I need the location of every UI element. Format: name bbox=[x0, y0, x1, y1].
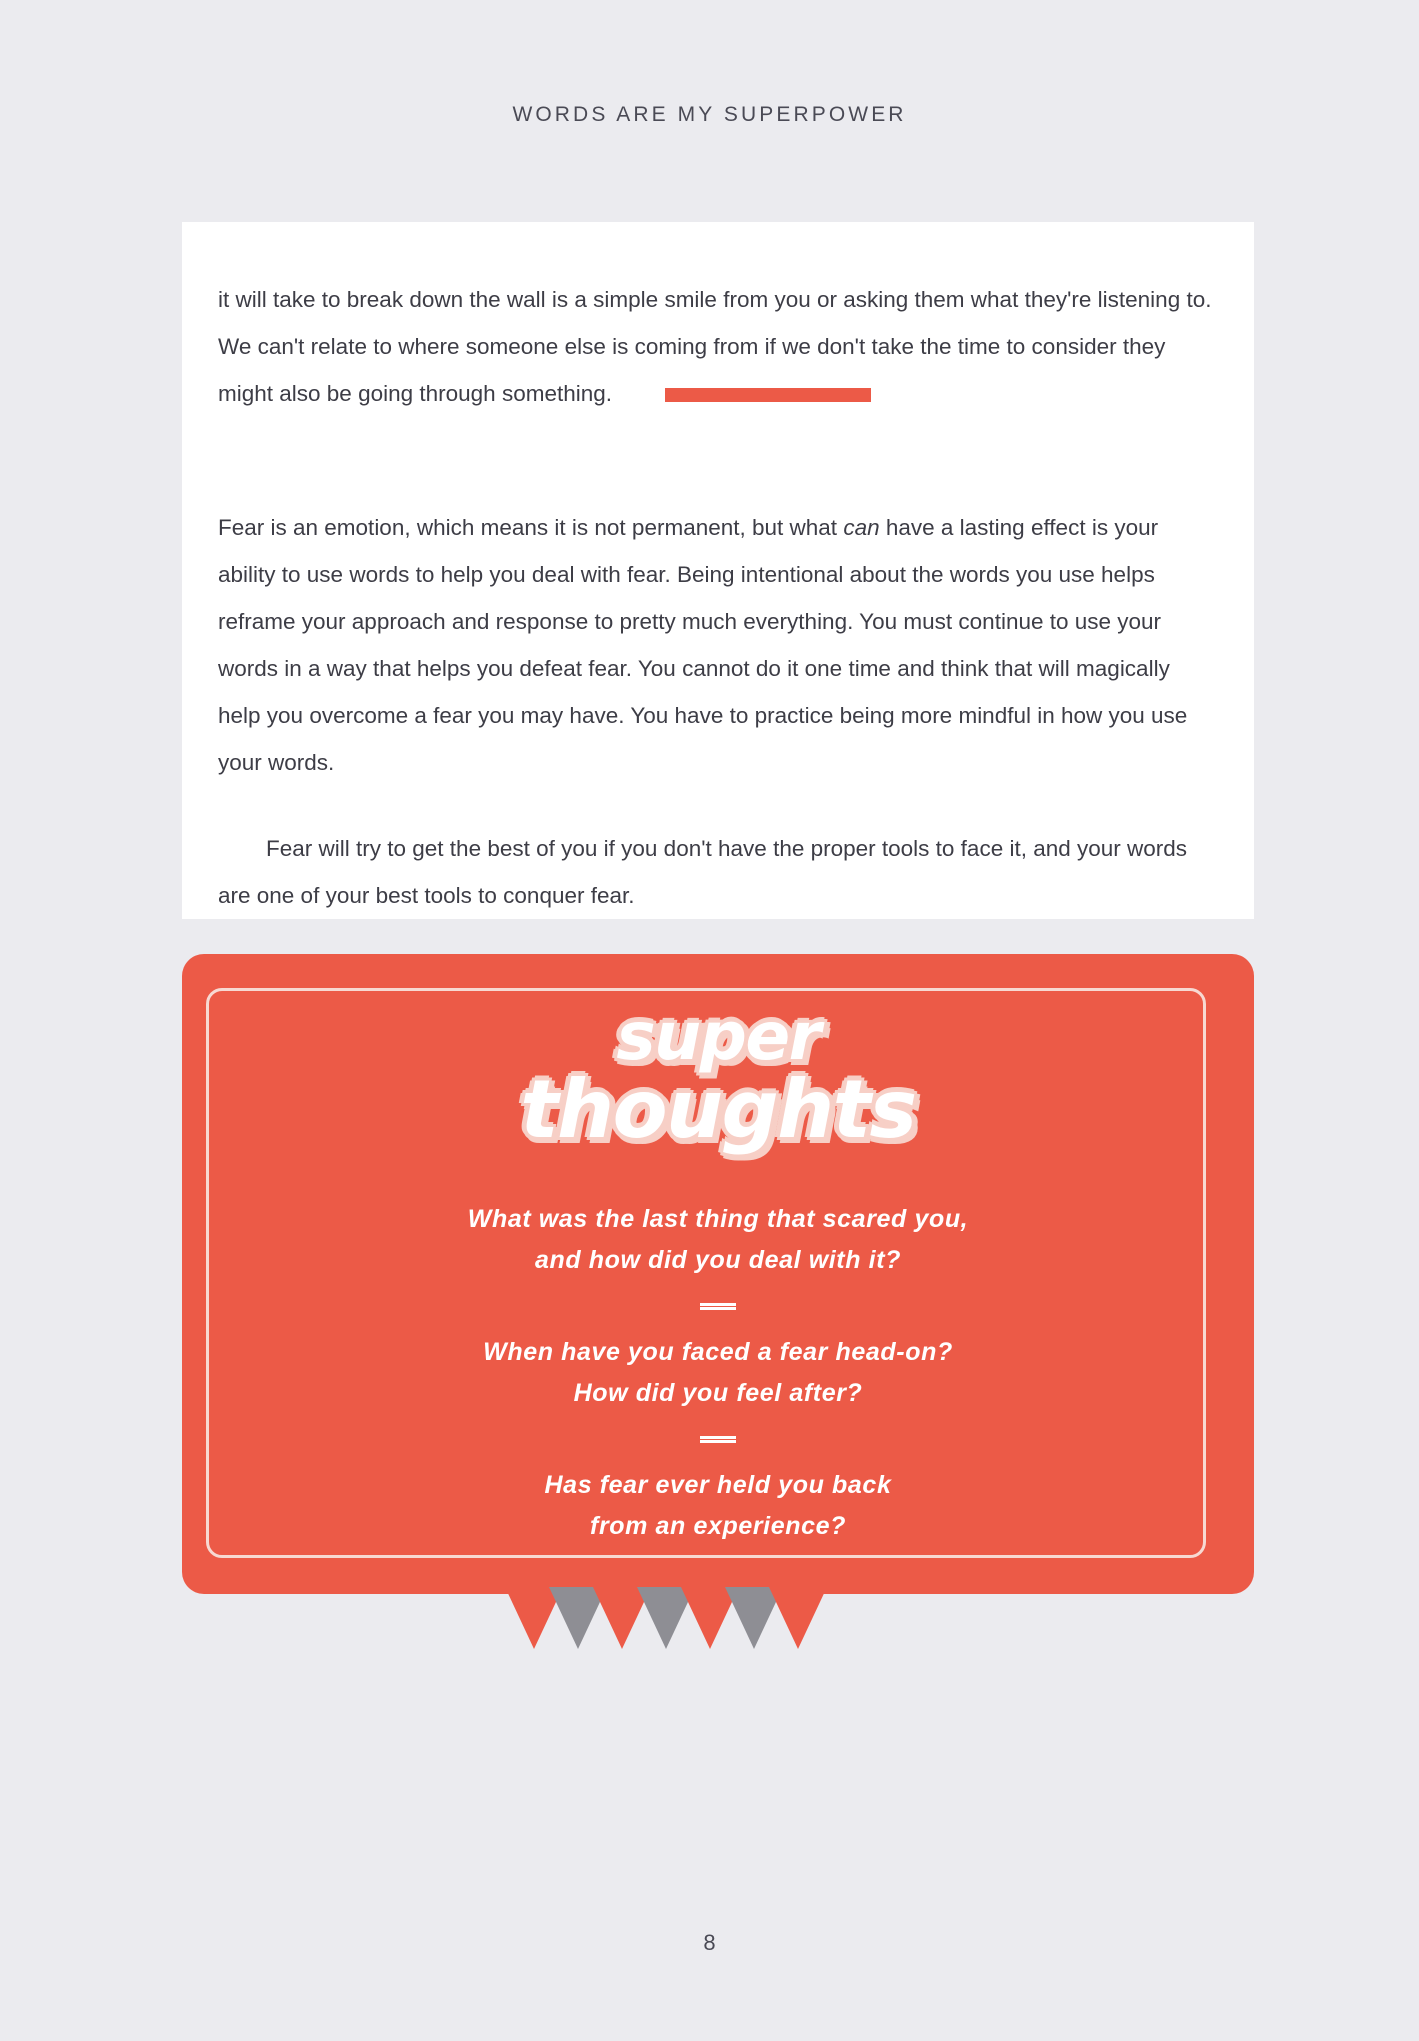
zigzag-teeth bbox=[505, 1587, 855, 1649]
paragraph-conquer-fear: Fear will try to get the best of you if you don't have the proper tools to face it, and your words are one of your best tools to conquer fear. bbox=[218, 835, 1188, 908]
paragraph-continued: it will take to break down the wall is a simple smile from you or asking them what they're listening to. We can't relate to where someone else is coming from if we don't take the time to consider they might also be going through something. bbox=[218, 286, 1212, 406]
prompt-item: When have you faced a fear head-on? How did you feel after? bbox=[483, 1338, 953, 1407]
callout-title bbox=[182, 998, 1254, 1157]
paragraph-fear-part-1: Fear is an emotion, which means it is not permanent, but what bbox=[218, 514, 844, 540]
body-text-panel bbox=[182, 222, 1254, 919]
prompt-item: Has fear ever held you back from an experience? bbox=[544, 1471, 892, 1540]
callout-title-line-2: thoughts bbox=[520, 1063, 916, 1157]
callout-title-line-1: super bbox=[616, 998, 820, 1075]
prompt-separator-icon bbox=[700, 1436, 736, 1443]
super-thoughts-callout bbox=[182, 954, 1254, 1594]
prompt-separator-icon bbox=[700, 1303, 736, 1310]
paragraph-fear-emotion bbox=[218, 504, 1218, 786]
paragraph-fear-part-2: have a lasting effect is your ability to use words to help you deal with fear. Being intentional about the words you use helps reframe your approach and response to pretty much everything. You must continue to use your words in a way that helps you defeat fear. You cannot do it one time and think that will magically help you overcome a fear you may have. You have to practice being more mindful in how you use your words. bbox=[218, 514, 1188, 775]
page-number: 8 bbox=[703, 1930, 716, 1955]
prompt-list bbox=[182, 1199, 1254, 1547]
section-divider-bar bbox=[665, 388, 871, 402]
running-head: WORDS ARE MY SUPERPOWER bbox=[512, 103, 907, 126]
tooth-red bbox=[769, 1587, 827, 1649]
emphasis-can: can bbox=[843, 514, 880, 540]
prompt-item: What was the last thing that scared you, and how did you deal with it? bbox=[467, 1205, 969, 1274]
